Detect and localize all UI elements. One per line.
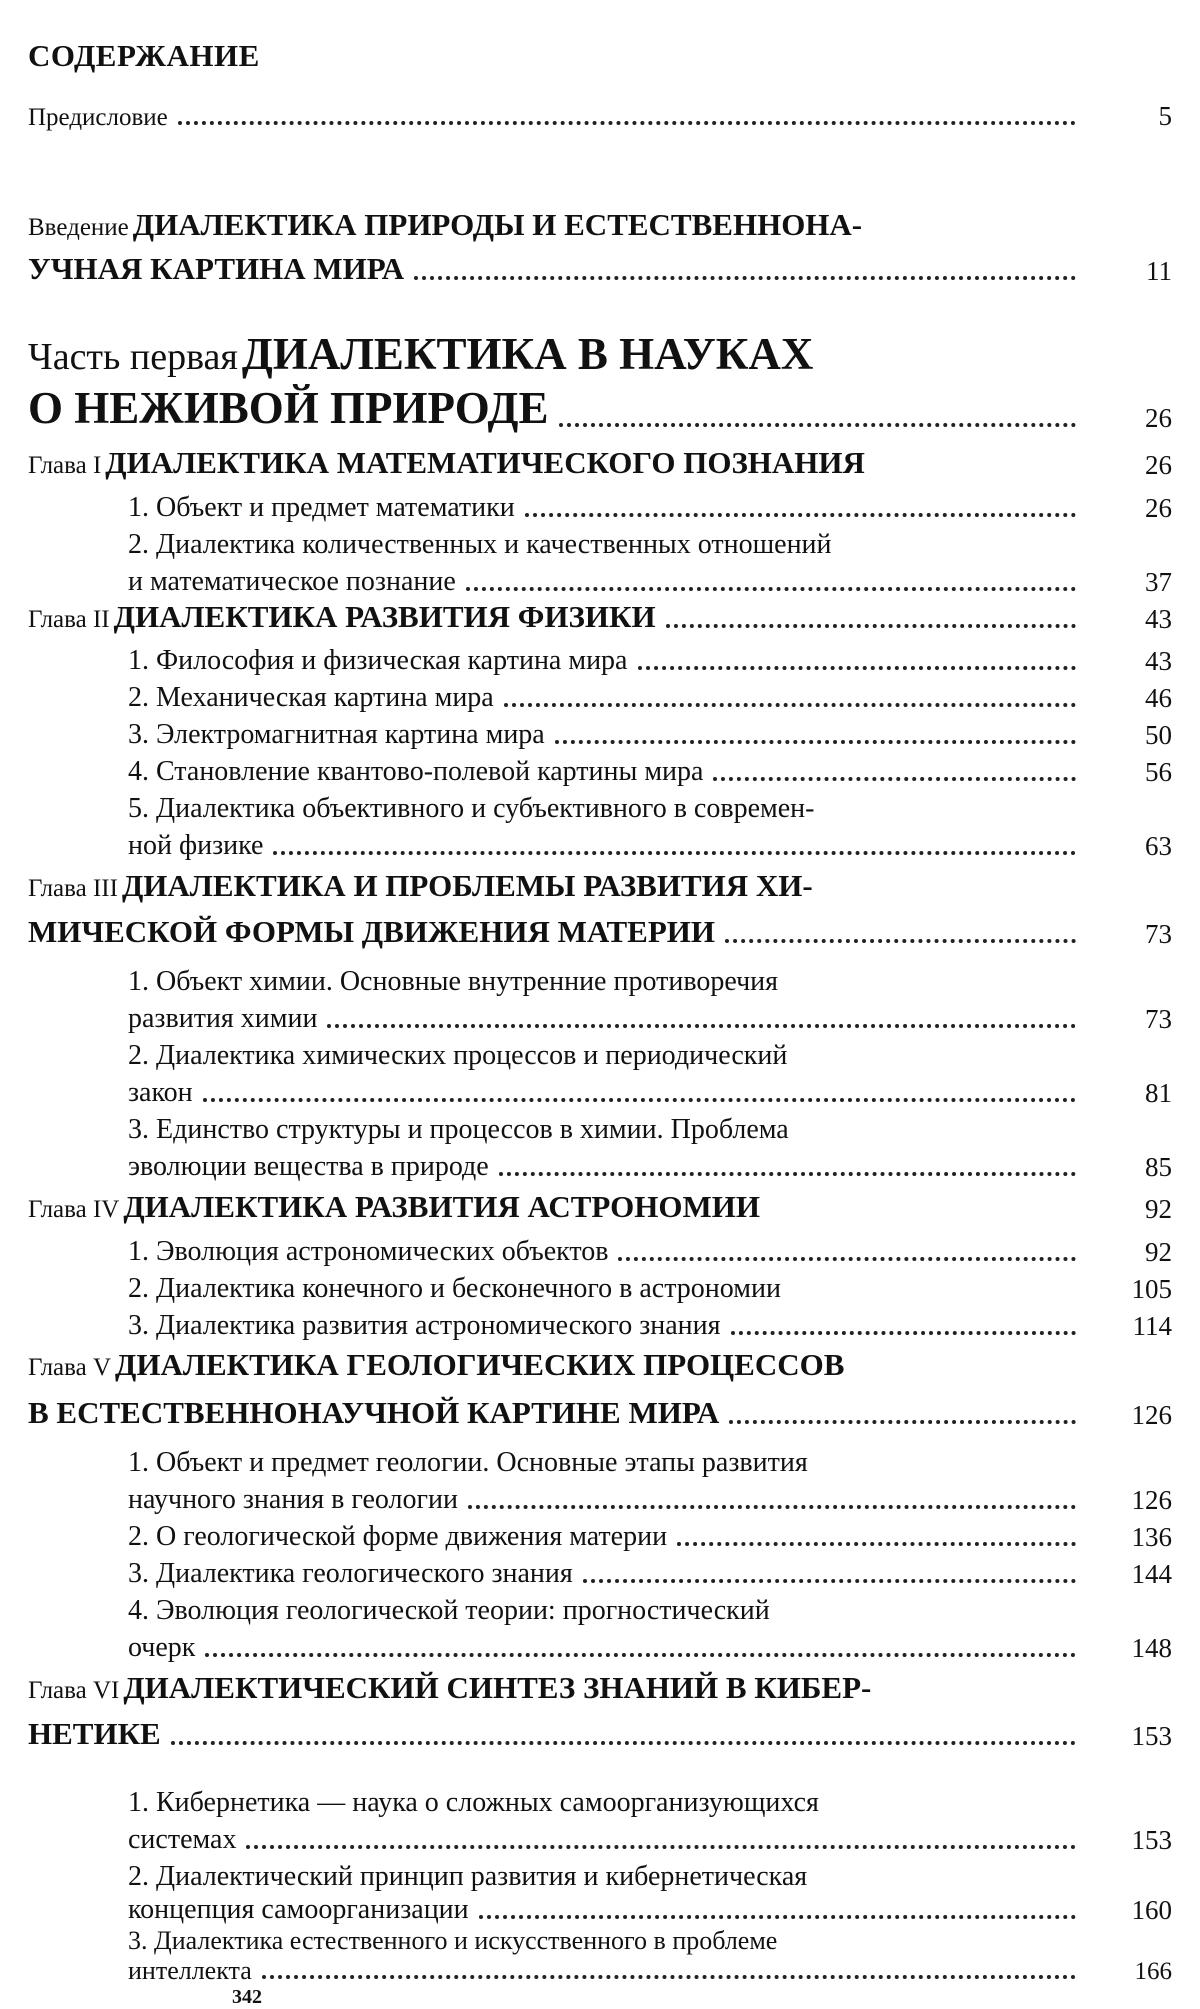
entry-title-cont: НЕТИКЕ: [28, 1716, 161, 1751]
toc-section-4-3[interactable]: [128, 1304, 1172, 1342]
section-label: 2. Диалектика конечного и бесконечного в астрономии: [128, 1273, 781, 1304]
toc-section-3-1[interactable]: [128, 960, 1064, 998]
toc-section-5-1-cont[interactable]: [128, 1478, 1172, 1516]
section-label: 1. Философия и физическая картина мира: [128, 645, 628, 676]
dot-leader: [555, 740, 1076, 744]
page-number: 5: [1158, 101, 1172, 131]
toc-section-3-2-cont[interactable]: [128, 1071, 1172, 1109]
entry-prefix: Глава V: [28, 1354, 112, 1381]
section-label-cont: и математическое познание: [128, 566, 456, 597]
page-number: 11: [1146, 256, 1172, 286]
entry-title: ДИАЛЕКТИКА МАТЕМАТИЧЕСКОГО ПОЗНАНИЯ: [105, 445, 865, 480]
section-label-cont: закон: [128, 1077, 193, 1108]
toc-section-6-1[interactable]: [128, 1781, 1064, 1819]
dot-leader: [414, 276, 1076, 280]
dot-leader: [559, 423, 1077, 427]
toc-section-5-1[interactable]: [128, 1441, 1064, 1479]
toc-section-1-2[interactable]: [128, 523, 1064, 561]
toc-entry-ch4[interactable]: [28, 1187, 1172, 1225]
section-label: 2. Диалектика химических процессов и периодический: [128, 1040, 788, 1071]
toc-entry-ch6[interactable]: [28, 1668, 1064, 1706]
page-number: 73: [1145, 919, 1172, 949]
entry-prefix: Глава I: [28, 452, 102, 479]
entry-title-cont: О НЕЖИВОЙ ПРИРОДЕ: [28, 383, 549, 433]
section-label-cont: научного знания в геологии: [128, 1484, 458, 1515]
dot-leader: [725, 939, 1076, 943]
toc-entry-ch2[interactable]: [28, 597, 1172, 635]
section-label: 3. Диалектика естественного и искусственного в проблеме: [128, 1926, 778, 1955]
dot-leader: [731, 1331, 1076, 1335]
dot-leader: [246, 1845, 1076, 1849]
dot-leader: [262, 1975, 1076, 1979]
entry-prefix: Глава VI: [28, 1677, 120, 1704]
dot-leader: [729, 1420, 1076, 1424]
section-label-cont: системах: [128, 1824, 237, 1855]
section-label-cont: эволюции вещества в природе: [128, 1151, 489, 1182]
toc-entry-preface[interactable]: [28, 94, 1172, 132]
toc-section-5-2[interactable]: [128, 1515, 1172, 1553]
toc-section-6-2[interactable]: [128, 1855, 1064, 1893]
page-number: 85: [1145, 1152, 1172, 1182]
page-number: 166: [1134, 1958, 1172, 1985]
dot-leader: [713, 777, 1076, 781]
page-number: 81: [1145, 1078, 1172, 1108]
page-number: 92: [1145, 1237, 1172, 1267]
page-number: 105: [1131, 1274, 1172, 1304]
dot-leader: [677, 1542, 1076, 1546]
toc-section-2-3[interactable]: [128, 713, 1172, 751]
entry-title: ДИАЛЕКТИЧЕСКИЙ СИНТЕЗ ЗНАНИЙ В КИБЕР-: [123, 1670, 872, 1705]
toc-section-5-4-cont[interactable]: [128, 1626, 1172, 1664]
entry-title: ДИАЛЕКТИКА ПРИРОДЫ И ЕСТЕСТВЕННОНА-: [132, 207, 863, 242]
section-label: 1. Объект и предмет математики: [128, 492, 515, 523]
toc-section-4-2[interactable]: [128, 1267, 1172, 1305]
entry-prefix: Введение: [28, 214, 129, 241]
page-number: 56: [1145, 757, 1172, 787]
entry-title-cont: МИЧЕСКОЙ ФОРМЫ ДВИЖЕНИЯ МАТЕРИИ: [28, 914, 716, 949]
toc-entry-ch3[interactable]: [28, 866, 1064, 904]
page-number: 136: [1131, 1522, 1172, 1552]
dot-leader: [171, 1741, 1076, 1745]
section-label-cont: ной физике: [128, 830, 264, 861]
page-number: 73: [1145, 1004, 1172, 1034]
dot-leader: [666, 624, 1076, 628]
entry-prefix: Глава IV: [28, 1196, 120, 1223]
section-label: 2. Механическая картина мира: [128, 682, 494, 713]
dot-leader: [504, 703, 1076, 707]
toc-section-1-2-cont[interactable]: [128, 560, 1172, 598]
section-label: 3. Диалектика развития астрономического знания: [128, 1310, 721, 1341]
toc-entry-ch3-cont[interactable]: [28, 912, 1172, 950]
section-label-cont: концепция самоорганизации: [128, 1894, 469, 1925]
toc-section-6-1-cont[interactable]: [128, 1818, 1172, 1856]
entry-title: ДИАЛЕКТИКА РАЗВИТИЯ ФИЗИКИ: [113, 599, 656, 634]
toc-section-6-2-cont[interactable]: [128, 1892, 1172, 1926]
entry-prefix: Часть первая: [28, 336, 238, 378]
toc-section-6-3-cont[interactable]: [128, 1956, 1172, 1986]
toc-section-3-1-cont[interactable]: [128, 997, 1172, 1035]
toc-entry-ch1[interactable]: [28, 443, 1172, 481]
section-label-cont: интеллекта: [128, 1956, 252, 1985]
dot-leader: [638, 666, 1077, 670]
page-number: 37: [1145, 567, 1172, 597]
toc-section-3-2[interactable]: [128, 1034, 1064, 1072]
page-number: 26: [1145, 450, 1172, 480]
toc-section-2-2[interactable]: [128, 676, 1172, 714]
section-label: 2. О геологической форме движения материи: [128, 1521, 668, 1552]
entry-title: ДИАЛЕКТИКА РАЗВИТИЯ АСТРОНОМИИ: [123, 1189, 760, 1224]
page-number: 160: [1131, 1895, 1172, 1925]
section-label-cont: развития химии: [128, 1003, 318, 1034]
dot-leader: [205, 1653, 1076, 1657]
toc-section-5-4[interactable]: [128, 1589, 1064, 1627]
toc-section-5-3[interactable]: [128, 1552, 1172, 1590]
entry-title-cont: В ЕСТЕСТВЕННОНАУЧНОЙ КАРТИНЕ МИРА: [28, 1395, 720, 1430]
toc-entry-part1-cont[interactable]: [28, 380, 1172, 434]
folio-page-number: 342: [232, 1986, 262, 2008]
entry-title-cont: УЧНАЯ КАРТИНА МИРА: [28, 251, 405, 286]
dot-leader: [479, 1915, 1076, 1919]
dot-leader: [499, 1172, 1076, 1176]
toc-entry-ch6-cont[interactable]: [28, 1714, 1172, 1752]
dot-leader: [327, 1024, 1076, 1028]
toc-section-2-1[interactable]: [128, 639, 1172, 677]
section-label: 2. Диалектика количественных и качественных отношений: [128, 529, 832, 560]
section-label: 1. Объект и предмет геологии. Основные этапы развития: [128, 1447, 808, 1478]
toc-entry-ch5-cont[interactable]: [28, 1393, 1172, 1431]
page-number: 148: [1131, 1633, 1172, 1663]
section-label: 4. Становление квантово-полевой картины мира: [128, 756, 704, 787]
page-number: 92: [1145, 1194, 1172, 1224]
toc-section-3-3-cont[interactable]: [128, 1145, 1172, 1183]
toc-section-4-1[interactable]: [128, 1230, 1172, 1268]
section-label: 1. Эволюция астрономических объектов: [128, 1236, 609, 1267]
dot-leader: [203, 1098, 1076, 1102]
toc-section-6-3[interactable]: [128, 1926, 1064, 1956]
section-label: 3. Диалектика геологического знания: [128, 1558, 573, 1589]
entry-title: ДИАЛЕКТИКА ГЕОЛОГИЧЕСКИХ ПРОЦЕССОВ: [115, 1347, 845, 1382]
page-number: 126: [1131, 1485, 1172, 1515]
page-number: 46: [1145, 683, 1172, 713]
section-label: 4. Эволюция геологической теории: прогностический: [128, 1595, 770, 1626]
entry-label: Предисловие: [28, 104, 168, 131]
dot-leader: [583, 1579, 1076, 1583]
section-label: 3. Электромагнитная картина мира: [128, 719, 545, 750]
toc-entry-intro[interactable]: [28, 205, 1064, 243]
toc-entry-ch5[interactable]: [28, 1345, 1064, 1383]
entry-prefix: Глава III: [28, 875, 118, 902]
page-number: 153: [1131, 1825, 1172, 1855]
page-number: 26: [1145, 493, 1172, 523]
toc-section-3-3[interactable]: [128, 1108, 1064, 1146]
toc-entry-intro-cont[interactable]: [28, 249, 1172, 287]
page-number: 63: [1145, 831, 1172, 861]
dot-leader: [468, 1505, 1076, 1509]
page-number: 126: [1131, 1400, 1172, 1430]
section-label: 2. Диалектический принцип развития и кибернетическая: [128, 1861, 808, 1892]
page-number: 153: [1131, 1721, 1172, 1751]
page-number: 144: [1131, 1559, 1172, 1589]
dot-leader: [178, 121, 1076, 125]
dot-leader: [525, 513, 1076, 517]
page-number: 26: [1145, 403, 1172, 433]
section-label: 3. Единство структуры и процессов в химии. Проблема: [128, 1114, 789, 1145]
dot-leader: [273, 851, 1076, 855]
section-label: 5. Диалектика объективного и субъективного в современ-: [128, 793, 815, 824]
toc-title: СОДЕРЖАНИЕ: [28, 38, 260, 73]
section-label: 1. Объект химии. Основные внутренние противоречия: [128, 966, 779, 997]
entry-title: ДИАЛЕКТИКА И ПРОБЛЕМЫ РАЗВИТИЯ ХИ-: [121, 868, 813, 903]
page-number: 43: [1145, 604, 1172, 634]
toc-section-1-1[interactable]: [128, 486, 1172, 524]
toc-section-2-5[interactable]: [128, 787, 1064, 825]
dot-leader: [466, 587, 1076, 591]
page-number: 114: [1132, 1311, 1172, 1341]
toc-entry-part1[interactable]: [28, 326, 1064, 380]
toc-section-2-5-cont[interactable]: [128, 824, 1172, 862]
dot-leader: [618, 1257, 1076, 1261]
section-label: 1. Кибернетика — наука о сложных самоорганизующихся: [128, 1787, 819, 1818]
toc-section-2-4[interactable]: [128, 750, 1172, 788]
section-label-cont: очерк: [128, 1632, 196, 1663]
entry-title: ДИАЛЕКТИКА В НАУКАХ: [241, 329, 814, 379]
page-number: 43: [1145, 646, 1172, 676]
entry-prefix: Глава II: [28, 606, 110, 633]
page-number: 50: [1145, 720, 1172, 750]
